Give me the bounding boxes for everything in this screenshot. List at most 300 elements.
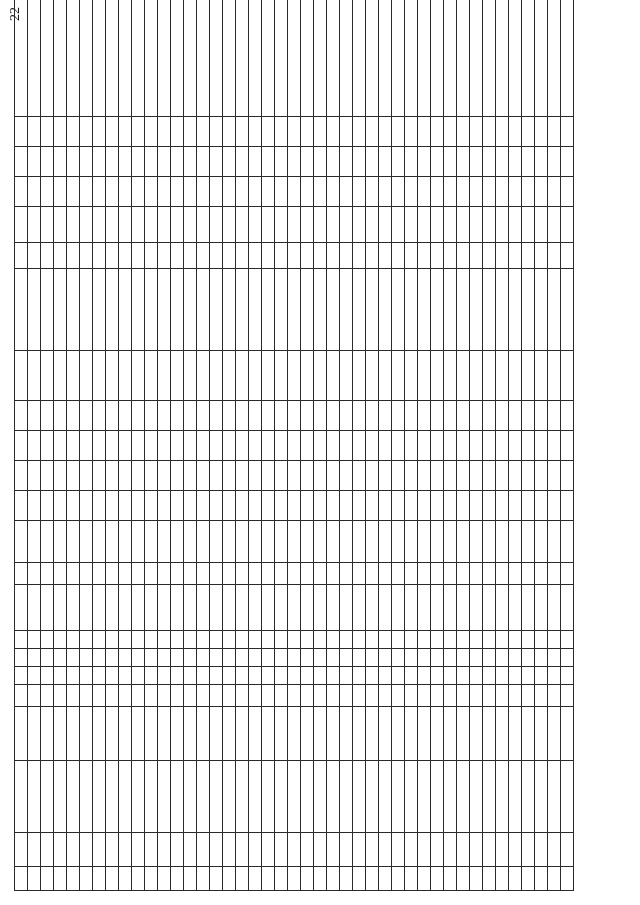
- table-cell: [301, 269, 314, 351]
- table-cell: [496, 461, 509, 491]
- table-row: [353, 0, 366, 891]
- table-cell: [288, 177, 301, 207]
- table-cell: [314, 147, 327, 177]
- table-cell: [496, 147, 509, 177]
- table-cell: [171, 177, 184, 207]
- table-cell: [275, 269, 288, 351]
- table-cell: [171, 207, 184, 243]
- table-cell: [275, 707, 288, 761]
- table-cell: [470, 521, 483, 563]
- table-cell: [171, 401, 184, 431]
- table-cell: [249, 0, 262, 117]
- table-cell: [119, 0, 132, 117]
- table-cell: [366, 585, 379, 631]
- table-cell: [106, 147, 119, 177]
- table-cell: [509, 833, 522, 867]
- table-cell: [561, 585, 574, 631]
- table-cell: [132, 491, 145, 521]
- table-cell: [119, 461, 132, 491]
- table-cell: [327, 117, 340, 147]
- table-cell: [379, 867, 392, 891]
- table-cell: [483, 707, 496, 761]
- table-cell: [54, 461, 67, 491]
- table-cell: [340, 631, 353, 649]
- table-cell: [28, 351, 41, 401]
- table-cell: [535, 867, 548, 891]
- table-cell: [158, 631, 171, 649]
- table-cell: [106, 269, 119, 351]
- table-cell: [353, 563, 366, 585]
- table-cell: [457, 491, 470, 521]
- table-cell: [54, 243, 67, 269]
- table-cell: [67, 243, 80, 269]
- table-cell: [301, 243, 314, 269]
- table-cell: [210, 401, 223, 431]
- table-cell: [80, 431, 93, 461]
- table-cell: [392, 117, 405, 147]
- table-cell: [353, 207, 366, 243]
- table-cell: [67, 207, 80, 243]
- table-cell: [171, 761, 184, 833]
- table-cell: [405, 243, 418, 269]
- table-cell: [93, 833, 106, 867]
- table-cell: [54, 401, 67, 431]
- table-cell: [249, 761, 262, 833]
- table-cell: [80, 147, 93, 177]
- table-cell: [444, 631, 457, 649]
- page-number: 22: [8, 7, 23, 21]
- table-cell: [67, 631, 80, 649]
- table-cell: [561, 147, 574, 177]
- table-cell: [28, 761, 41, 833]
- table-cell: [106, 585, 119, 631]
- table-cell: [132, 707, 145, 761]
- table-cell: [366, 563, 379, 585]
- table-cell: [509, 269, 522, 351]
- table-cell: [210, 867, 223, 891]
- table-cell: [28, 667, 41, 685]
- table-cell: [93, 269, 106, 351]
- table-cell: [28, 585, 41, 631]
- table-cell: [561, 563, 574, 585]
- table-cell: [80, 563, 93, 585]
- table-cell: [444, 521, 457, 563]
- table-cell: [314, 243, 327, 269]
- table-row: [444, 0, 457, 891]
- table-cell: [28, 707, 41, 761]
- table-cell: [405, 631, 418, 649]
- table-cell: [15, 491, 28, 521]
- table-cell: [249, 585, 262, 631]
- table-cell: [210, 491, 223, 521]
- table-cell: [522, 0, 535, 117]
- table-cell: [158, 269, 171, 351]
- table-cell: [522, 685, 535, 707]
- table-cell: [366, 707, 379, 761]
- table-cell: [366, 685, 379, 707]
- table-cell: [54, 667, 67, 685]
- table-cell: [262, 649, 275, 667]
- table-cell: [119, 243, 132, 269]
- table-cell: [171, 461, 184, 491]
- table-cell: [561, 431, 574, 461]
- program-measures-table: [14, 0, 574, 891]
- table-cell: [80, 631, 93, 649]
- table-cell: [275, 177, 288, 207]
- table-cell: [67, 833, 80, 867]
- table-cell: [470, 649, 483, 667]
- table-cell: [314, 761, 327, 833]
- table-cell: [275, 147, 288, 177]
- table-cell: [522, 207, 535, 243]
- table-row: [171, 0, 184, 891]
- table-cell: [418, 401, 431, 431]
- table-cell: [28, 521, 41, 563]
- table-row: [145, 0, 158, 891]
- table-cell: [327, 401, 340, 431]
- table-cell: [223, 585, 236, 631]
- table-cell: [41, 761, 54, 833]
- table-cell: [548, 461, 561, 491]
- table-cell: [522, 649, 535, 667]
- table-cell: [197, 685, 210, 707]
- table-cell: [561, 685, 574, 707]
- table-cell: [145, 563, 158, 585]
- table-cell: [340, 269, 353, 351]
- table-cell: [379, 563, 392, 585]
- table-cell: [431, 431, 444, 461]
- table-cell: [366, 461, 379, 491]
- table-cell: [314, 461, 327, 491]
- table-cell: [522, 563, 535, 585]
- table-cell: [457, 521, 470, 563]
- table-cell: [275, 521, 288, 563]
- table-cell: [93, 667, 106, 685]
- table-cell: [314, 585, 327, 631]
- table-cell: [379, 177, 392, 207]
- table-cell: [288, 207, 301, 243]
- table-cell: [119, 707, 132, 761]
- table-cell: [444, 461, 457, 491]
- table-cell: [548, 243, 561, 269]
- table-cell: [145, 461, 158, 491]
- table-cell: [93, 761, 106, 833]
- table-cell: [301, 667, 314, 685]
- table-cell: [340, 351, 353, 401]
- table-cell: [275, 491, 288, 521]
- table-cell: [444, 563, 457, 585]
- table-cell: [561, 117, 574, 147]
- table-cell: [366, 243, 379, 269]
- table-cell: [327, 431, 340, 461]
- table-cell: [184, 401, 197, 431]
- table-cell: [262, 585, 275, 631]
- table-cell: [496, 117, 509, 147]
- table-cell: [405, 431, 418, 461]
- table-cell: [561, 461, 574, 491]
- table-cell: [392, 177, 405, 207]
- table-cell: [522, 431, 535, 461]
- table-cell: [145, 707, 158, 761]
- table-cell: [301, 0, 314, 117]
- table-cell: [80, 707, 93, 761]
- table-cell: [470, 833, 483, 867]
- table-cell: [509, 431, 522, 461]
- table-cell: [54, 431, 67, 461]
- table-cell: [353, 351, 366, 401]
- table-cell: [262, 685, 275, 707]
- table-cell: [509, 0, 522, 117]
- table-cell: [106, 761, 119, 833]
- table-cell: [353, 243, 366, 269]
- table-cell: [535, 117, 548, 147]
- table-cell: [509, 761, 522, 833]
- table-cell: [67, 563, 80, 585]
- table-cell: [54, 563, 67, 585]
- table-cell: [132, 685, 145, 707]
- table-cell: [431, 0, 444, 117]
- table-cell: [67, 707, 80, 761]
- table-row: [236, 0, 249, 891]
- table-cell: [28, 833, 41, 867]
- table-cell: [288, 147, 301, 177]
- table-cell: [392, 147, 405, 177]
- table-cell: [197, 585, 210, 631]
- table-cell: [236, 0, 249, 117]
- table-cell: [405, 0, 418, 117]
- table-cell: [236, 401, 249, 431]
- table-row: [301, 0, 314, 891]
- table-cell: [470, 117, 483, 147]
- table-cell: [249, 667, 262, 685]
- table-cell: [301, 585, 314, 631]
- table-cell: [496, 761, 509, 833]
- table-cell: [119, 401, 132, 431]
- table-cell: [54, 707, 67, 761]
- table-cell: [262, 0, 275, 117]
- table-cell: [54, 833, 67, 867]
- table-cell: [275, 631, 288, 649]
- table-cell: [132, 0, 145, 117]
- table-cell: [314, 867, 327, 891]
- table-cell: [340, 685, 353, 707]
- table-cell: [340, 117, 353, 147]
- table-cell: [119, 431, 132, 461]
- table-row: [288, 0, 301, 891]
- table-cell: [431, 649, 444, 667]
- table-cell: [327, 207, 340, 243]
- table-cell: [470, 207, 483, 243]
- table-cell: [483, 867, 496, 891]
- table-cell: [340, 491, 353, 521]
- table-cell: [119, 585, 132, 631]
- table-cell: [223, 177, 236, 207]
- table-cell: [106, 491, 119, 521]
- table-cell: [314, 269, 327, 351]
- table-cell: [145, 867, 158, 891]
- table-cell: [405, 707, 418, 761]
- table-cell: [379, 401, 392, 431]
- table-row: [548, 0, 561, 891]
- table-cell: [288, 117, 301, 147]
- table-cell: [275, 243, 288, 269]
- table-cell: [392, 431, 405, 461]
- table-cell: [418, 207, 431, 243]
- table-cell: [197, 631, 210, 649]
- table-cell: [561, 269, 574, 351]
- table-cell: [444, 269, 457, 351]
- table-cell: [457, 631, 470, 649]
- table-cell: [223, 243, 236, 269]
- table-cell: [158, 461, 171, 491]
- table-row: [392, 0, 405, 891]
- table-cell: [431, 585, 444, 631]
- table-cell: [210, 563, 223, 585]
- table-cell: [470, 585, 483, 631]
- table-cell: [561, 521, 574, 563]
- table-cell: [288, 833, 301, 867]
- table-row: [54, 0, 67, 891]
- table-cell: [457, 707, 470, 761]
- table-cell: [444, 243, 457, 269]
- table-cell: [54, 147, 67, 177]
- table-cell: [171, 707, 184, 761]
- table-cell: [210, 833, 223, 867]
- table-cell: [509, 243, 522, 269]
- table-row: [457, 0, 470, 891]
- table-cell: [392, 707, 405, 761]
- table-cell: [327, 563, 340, 585]
- table-cell: [496, 401, 509, 431]
- table-cell: [470, 631, 483, 649]
- table-cell: [457, 649, 470, 667]
- table-cell: [210, 0, 223, 117]
- table-cell: [67, 649, 80, 667]
- table-cell: [509, 563, 522, 585]
- table-cell: [535, 685, 548, 707]
- table-cell: [548, 563, 561, 585]
- table-cell: [236, 631, 249, 649]
- table-cell: [327, 147, 340, 177]
- table-cell: [340, 563, 353, 585]
- table-cell: [171, 563, 184, 585]
- table-cell: [561, 177, 574, 207]
- table-cell: [457, 117, 470, 147]
- table-cell: [444, 177, 457, 207]
- table-cell: [405, 585, 418, 631]
- table-cell: [301, 563, 314, 585]
- table-cell: [210, 667, 223, 685]
- table-cell: [405, 401, 418, 431]
- table-cell: [223, 685, 236, 707]
- table-cell: [509, 177, 522, 207]
- table-cell: [158, 563, 171, 585]
- table-cell: [197, 147, 210, 177]
- table-cell: [210, 147, 223, 177]
- table-cell: [171, 521, 184, 563]
- table-cell: [54, 867, 67, 891]
- table-cell: [327, 351, 340, 401]
- table-cell: [262, 117, 275, 147]
- table-cell: [470, 685, 483, 707]
- table-row: [106, 0, 119, 891]
- table-cell: [41, 649, 54, 667]
- table-cell: [314, 0, 327, 117]
- table-cell: [470, 461, 483, 491]
- table-cell: [353, 649, 366, 667]
- table-cell: [535, 269, 548, 351]
- table-cell: [41, 0, 54, 117]
- table-cell: [535, 649, 548, 667]
- table-cell: [223, 491, 236, 521]
- table-cell: [470, 269, 483, 351]
- table-row: [15, 0, 28, 891]
- table-cell: [171, 147, 184, 177]
- table-cell: [119, 667, 132, 685]
- table-cell: [262, 351, 275, 401]
- table-cell: [236, 351, 249, 401]
- table-cell: [236, 761, 249, 833]
- table-cell: [210, 631, 223, 649]
- table-cell: [418, 147, 431, 177]
- table-cell: [93, 491, 106, 521]
- table-cell: [171, 667, 184, 685]
- table-cell: [418, 351, 431, 401]
- table-cell: [119, 833, 132, 867]
- table-cell: [28, 207, 41, 243]
- table-cell: [28, 461, 41, 491]
- table-cell: [275, 461, 288, 491]
- table-cell: [327, 461, 340, 491]
- table-cell: [509, 401, 522, 431]
- table-cell: [379, 833, 392, 867]
- table-cell: [561, 667, 574, 685]
- table-cell: [80, 207, 93, 243]
- table-cell: [509, 351, 522, 401]
- table-cell: [15, 585, 28, 631]
- table-cell: [67, 491, 80, 521]
- table-cell: [106, 243, 119, 269]
- table-cell: [236, 243, 249, 269]
- table-row: [275, 0, 288, 891]
- table-cell: [80, 401, 93, 431]
- table-cell: [314, 833, 327, 867]
- table-cell: [496, 491, 509, 521]
- table-cell: [431, 401, 444, 431]
- table-cell: [353, 0, 366, 117]
- table-cell: [522, 631, 535, 649]
- table-cell: [15, 269, 28, 351]
- table-cell: [379, 0, 392, 117]
- table-cell: [171, 117, 184, 147]
- table-cell: [184, 707, 197, 761]
- table-cell: [548, 761, 561, 833]
- table-cell: [288, 631, 301, 649]
- table-cell: [80, 585, 93, 631]
- table-cell: [496, 667, 509, 685]
- table-cell: [431, 563, 444, 585]
- table-cell: [457, 585, 470, 631]
- table-cell: [340, 585, 353, 631]
- table-cell: [158, 707, 171, 761]
- table-cell: [470, 431, 483, 461]
- table-cell: [132, 867, 145, 891]
- table-cell: [561, 707, 574, 761]
- table-cell: [379, 491, 392, 521]
- table-cell: [457, 269, 470, 351]
- table-cell: [509, 707, 522, 761]
- table-cell: [509, 461, 522, 491]
